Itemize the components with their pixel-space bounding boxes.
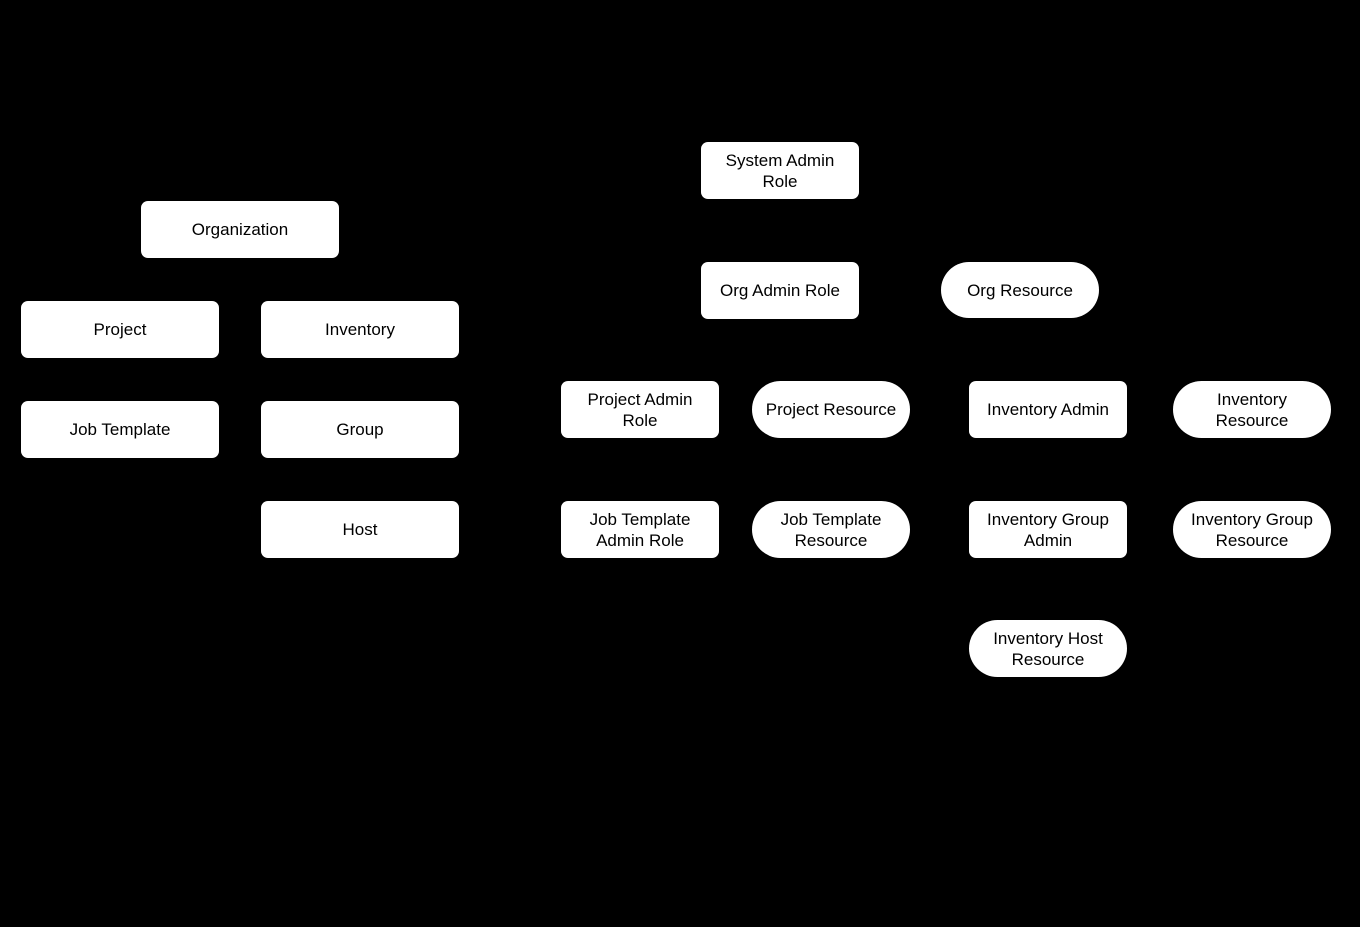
node-inventory-group-admin-label-line: Admin [1023, 530, 1073, 550]
node-org-admin-role [701, 262, 859, 319]
node-inventory-host-resource-label-line: Inventory Host [993, 628, 1103, 648]
node-project-resource-label-line: Project Resource [765, 400, 897, 419]
node-project-admin-role-label-line: Role [622, 410, 658, 430]
node-host [261, 501, 459, 558]
node-organization [141, 201, 339, 258]
node-inventory-group-admin-label-line: Inventory Group [987, 509, 1109, 529]
node-job-template-resource [752, 501, 910, 558]
node-inventory-group-resource-label-line: Inventory Group [1191, 509, 1313, 529]
node-group [261, 401, 459, 458]
node-project-admin-role [561, 381, 719, 438]
node-project-resource [752, 381, 910, 438]
node-inventory-admin-label-line: Inventory Admin [987, 400, 1109, 419]
node-org-resource [941, 262, 1099, 318]
node-org-resource-label-line: Org Resource [967, 280, 1073, 300]
node-job-template-resource-label-line: Resource [794, 530, 868, 550]
node-inventory-group-resource [1173, 501, 1331, 558]
node-organization-label-line: Organization [191, 220, 289, 239]
node-inventory-resource-label-line: Inventory [1217, 389, 1287, 409]
node-inventory [261, 301, 459, 358]
node-inventory-admin [969, 381, 1127, 438]
node-project-admin-role-label-line: Project Admin [587, 389, 693, 409]
node-job-template-label-line: Job Template [69, 420, 171, 439]
node-job-template-resource-label-line: Job Template [780, 509, 882, 529]
node-inventory-host-resource [969, 620, 1127, 677]
node-system-admin-role [701, 142, 859, 199]
node-project [21, 301, 219, 358]
node-job-template-admin-role-label-line: Admin Role [596, 530, 684, 550]
node-inventory-group-admin [969, 501, 1127, 558]
node-inventory-host-resource-label-line: Resource [1011, 649, 1085, 669]
node-system-admin-role-label-line: Role [762, 171, 798, 191]
node-host-label-line: Host [342, 520, 378, 539]
node-project-label-line: Project [93, 320, 147, 339]
node-org-admin-role-label-line: Org Admin Role [720, 281, 840, 300]
node-inventory-resource [1173, 381, 1331, 438]
node-inventory-resource-label-line: Resource [1215, 410, 1289, 430]
node-inventory-group-resource-label-line: Resource [1215, 530, 1289, 550]
node-job-template-admin-role [561, 501, 719, 558]
node-job-template-admin-role-label-line: Job Template [589, 509, 691, 529]
node-system-admin-role-label-line: System Admin [725, 150, 835, 170]
node-inventory-label-line: Inventory [325, 320, 395, 339]
node-group-label-line: Group [336, 420, 384, 439]
node-job-template [21, 401, 219, 458]
